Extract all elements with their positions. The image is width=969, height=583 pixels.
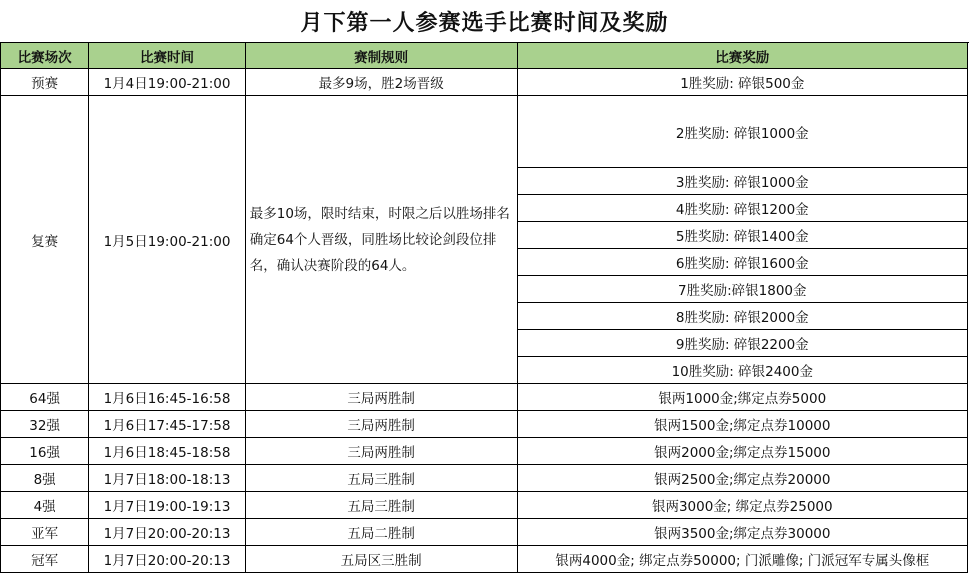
- table-row: [1, 492, 968, 519]
- table-row: [1, 411, 968, 438]
- reward-cell: 3胜奖励: 碎银1000金: [517, 168, 967, 195]
- rule-cell: 三局两胜制: [245, 384, 517, 411]
- reward-cell: 1胜奖励: 碎银500金: [517, 69, 967, 96]
- round-cell: 8强: [1, 465, 89, 492]
- sheet-title: 月下第一人参赛选手比赛时间及奖励: [0, 0, 969, 43]
- reward-cell: 银两4000金; 绑定点券50000; 门派雕像; 门派冠军专属头像框: [517, 546, 967, 573]
- rule-cell: 三局两胜制: [245, 411, 517, 438]
- reward-cell: 4胜奖励: 碎银1200金: [517, 195, 967, 222]
- header-row: [1, 43, 968, 69]
- table-row: [1, 546, 968, 573]
- reward-cell: 银两3000金; 绑定点券25000: [517, 492, 967, 519]
- reward-cell: 8胜奖励: 碎银2000金: [517, 303, 967, 330]
- rule-cell: 五局区三胜制: [245, 546, 517, 573]
- reward-cell: 9胜奖励: 碎银2200金: [517, 330, 967, 357]
- round-cell: 预赛: [1, 69, 89, 96]
- time-cell: 1月6日18:45-18:58: [89, 438, 245, 465]
- rule-cell: 最多9场，胜2场晋级: [245, 69, 517, 96]
- round-cell: 4强: [1, 492, 89, 519]
- reward-cell: 银两1000金;绑定点券5000: [517, 384, 967, 411]
- reward-cell: 5胜奖励: 碎银1400金: [517, 222, 967, 249]
- time-cell: 1月4日19:00-21:00: [89, 69, 245, 96]
- time-cell: 1月5日19:00-21:00: [89, 96, 245, 384]
- rule-cell: 五局三胜制: [245, 492, 517, 519]
- time-cell: 1月7日20:00-20:13: [89, 519, 245, 546]
- schedule-table: [0, 42, 968, 573]
- table-row: [1, 519, 968, 546]
- table-row: [1, 384, 968, 411]
- time-cell: 1月6日17:45-17:58: [89, 411, 245, 438]
- rule-cell: 五局三胜制: [245, 465, 517, 492]
- reward-cell: 银两3500金;绑定点券30000: [517, 519, 967, 546]
- round-cell: 64强: [1, 384, 89, 411]
- time-cell: 1月7日20:00-20:13: [89, 546, 245, 573]
- time-cell: 1月7日18:00-18:13: [89, 465, 245, 492]
- reward-cell: 2胜奖励: 碎银1000金: [517, 96, 967, 168]
- time-cell: 1月7日19:00-19:13: [89, 492, 245, 519]
- header-rules: 赛制规则: [245, 43, 517, 69]
- round-cell: 复赛: [1, 96, 89, 384]
- header-round: 比赛场次: [1, 43, 89, 69]
- reward-cell: 银两1500金;绑定点券10000: [517, 411, 967, 438]
- reward-cell: 银两2000金;绑定点券15000: [517, 438, 967, 465]
- table-row: [1, 438, 968, 465]
- table-row-prelim: [1, 69, 968, 96]
- table-row-repechage: [1, 96, 968, 168]
- reward-cell: 7胜奖励:碎银1800金: [517, 276, 967, 303]
- rule-cell: 五局二胜制: [245, 519, 517, 546]
- table-row: [1, 465, 968, 492]
- reward-cell: 10胜奖励: 碎银2400金: [517, 357, 967, 384]
- reward-cell: 6胜奖励: 碎银1600金: [517, 249, 967, 276]
- rule-cell: 三局两胜制: [245, 438, 517, 465]
- time-cell: 1月6日16:45-16:58: [89, 384, 245, 411]
- round-cell: 32强: [1, 411, 89, 438]
- round-cell: 亚军: [1, 519, 89, 546]
- header-time: 比赛时间: [89, 43, 245, 69]
- round-cell: 冠军: [1, 546, 89, 573]
- header-reward: 比赛奖励: [517, 43, 967, 69]
- round-cell: 16强: [1, 438, 89, 465]
- reward-cell: 银两2500金;绑定点券20000: [517, 465, 967, 492]
- rule-cell: 最多10场，限时结束，时限之后以胜场排名确定64个人晋级，同胜场比较论剑段位排名，确认决赛阶段的64人。: [245, 96, 517, 384]
